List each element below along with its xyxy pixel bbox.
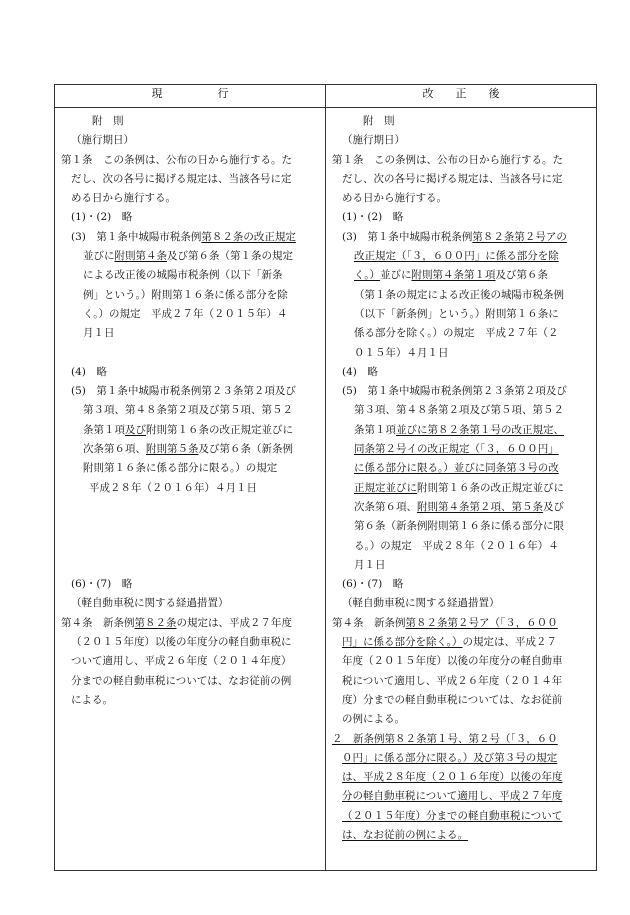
right-line: 同条第２号イの改正規定（「３，６００円」 — [354, 443, 559, 456]
left-line: 平成２８年（２０１６年）４月１日 — [89, 481, 257, 494]
left-line: だし、次の各号に掲げる規定は、当該各号に定 — [71, 172, 292, 185]
right-line: ０１５年）４月１日 — [354, 346, 449, 359]
header-current: 現 行 — [55, 85, 326, 108]
right-line: だし、次の各号に掲げる規定は、当該各号に定 — [342, 172, 563, 185]
right-line: く。）並びに附則第４条第１項及び第６条 — [354, 269, 549, 282]
left-line: 第４条 新条例第８２条の規定は、平成２７年度 — [61, 616, 292, 629]
right-line: の例による。 — [342, 713, 405, 726]
right-line: 改正規定（「３，６００円」に係る部分を除 — [354, 250, 559, 263]
left-line: ついて適用し、平成２６年度（２０１４年度） — [71, 655, 292, 668]
revised-text — [326, 108, 596, 845]
right-line: 第３項、第４８条第２項及び第５項、第５２ — [354, 404, 564, 417]
left-line — [61, 556, 317, 575]
right-line: （以下「新条例」という。）附則第１６条に — [354, 307, 559, 320]
right-line: (6)・(7) 略 — [342, 578, 404, 591]
right-line: 係る部分を除く。）の規定 平成２７年（２ — [354, 327, 559, 340]
right-line: (5) 第１条中城陽市税条例第２３条第２項及び — [342, 385, 567, 398]
right-line: ２ 新条例第８２条第１号、第２号（「３，６０ — [332, 732, 558, 745]
right-line: 度）分までの軽自動車税については、なお従前 — [342, 693, 563, 706]
left-line — [61, 517, 317, 536]
header-revised: 改 正 後 — [326, 85, 597, 108]
left-line: (6)・(7) 略 — [71, 578, 133, 591]
left-line: による改正後の城陽市税条例（以下「新条 — [83, 269, 283, 282]
left-line: （２０１５年度）以後の年度分の軽自動車税に — [71, 636, 292, 649]
left-line: 分までの軽自動車税については、なお従前の例 — [71, 674, 292, 687]
left-line: （軽自動車税に関する経過措置） — [71, 597, 229, 610]
right-line: める日から施行する。 — [342, 192, 447, 205]
right-line: (3) 第１条中城陽市税条例第８２条第２号アの — [342, 230, 567, 243]
table-header-row — [55, 85, 597, 108]
left-line: 条第１項及び附則第１６条の改正規定並びに — [83, 423, 293, 436]
right-line: 条第１項並びに第８２条第１号の改正規定、 — [354, 423, 564, 436]
left-line: (1)・(2) 略 — [71, 211, 133, 224]
left-line: 例」という。）附則第１６条に係る部分を除 — [83, 288, 288, 301]
left-line — [61, 537, 317, 556]
right-line: 第６条（新条例附則第１６条に係る部分に限 — [354, 520, 564, 533]
right-line: （第１条の規定による改正後の城陽市税条例 — [354, 288, 564, 301]
left-line: 次条第６項、附則第５条及び第６条（新条例 — [83, 443, 293, 456]
table-body-row — [55, 108, 597, 871]
right-line: 次条第６項、附則第４条第２項、第５条及び — [354, 500, 564, 513]
left-line: める日から施行する。 — [71, 192, 176, 205]
comparison-table — [54, 84, 597, 871]
left-line: 第１条 この条例は、公布の日から施行する。た — [61, 153, 292, 166]
left-line: 附 則 — [71, 115, 124, 127]
current-column — [55, 108, 326, 871]
left-line: (3) 第１条中城陽市税条例第８２条の改正規定 — [71, 230, 296, 243]
right-line: 円」に係る部分を除く。）の規定は、平成２７ — [342, 636, 558, 649]
left-line: 附則第１６条に係る部分に限る。）の規定 — [83, 462, 278, 475]
right-line: 正規定並びに附則第１６条の改正規定並びに — [354, 481, 564, 494]
right-line: る。）の規定 平成２８年（２０１６年）４ — [354, 539, 559, 552]
right-line: 第４条 新条例第８２条第２号ア（「３，６００ — [332, 616, 558, 629]
left-line: 第３項、第４８条第２項及び第５項、第５２ — [83, 404, 293, 417]
right-line: は、なお従前の例による。 — [342, 828, 468, 841]
left-line: 並びに附則第４条及び第６条（第１条の規定 — [83, 250, 293, 263]
right-line: （軽自動車税に関する経過措置） — [342, 597, 500, 610]
left-line: による。 — [71, 693, 113, 706]
left-line: く。）の規定 平成２７年（２０１５年）４ — [83, 307, 288, 320]
right-line: 税について適用し、平成２６年度（２０１４年 — [342, 674, 563, 687]
right-line: (1)・(2) 略 — [342, 211, 404, 224]
right-line: に係る部分に限る。）並びに同条第３号の改 — [354, 462, 559, 475]
right-line: 附 則 — [342, 115, 395, 127]
right-line: 分の軽自動車税について適用し、平成２７年度 — [342, 790, 563, 803]
left-line: (4) 略 — [71, 365, 107, 378]
revised-column — [326, 108, 597, 871]
right-line: 第１条 この条例は、公布の日から施行する。た — [332, 153, 563, 166]
current-text — [55, 108, 325, 710]
left-line: (5) 第１条中城陽市税条例第２３条第２項及び — [71, 385, 296, 398]
left-line — [61, 344, 317, 363]
right-line: （施行期日） — [342, 134, 405, 147]
right-line: (4) 略 — [342, 365, 378, 378]
right-line: （２０１５年度）分までの軽自動車税について — [342, 809, 563, 822]
right-line: ０円」に係る部分に限る。）及び第３号の規定 — [342, 751, 558, 764]
left-line: 月１日 — [83, 327, 115, 340]
left-line: （施行期日） — [71, 134, 134, 147]
right-line: は、平成２８年度（２０１６年度）以後の年度 — [342, 771, 563, 784]
right-line: 年度（２０１５年度）以後の年度分の軽自動車 — [342, 655, 563, 668]
left-line — [61, 498, 317, 517]
right-line: 月１日 — [354, 558, 386, 571]
